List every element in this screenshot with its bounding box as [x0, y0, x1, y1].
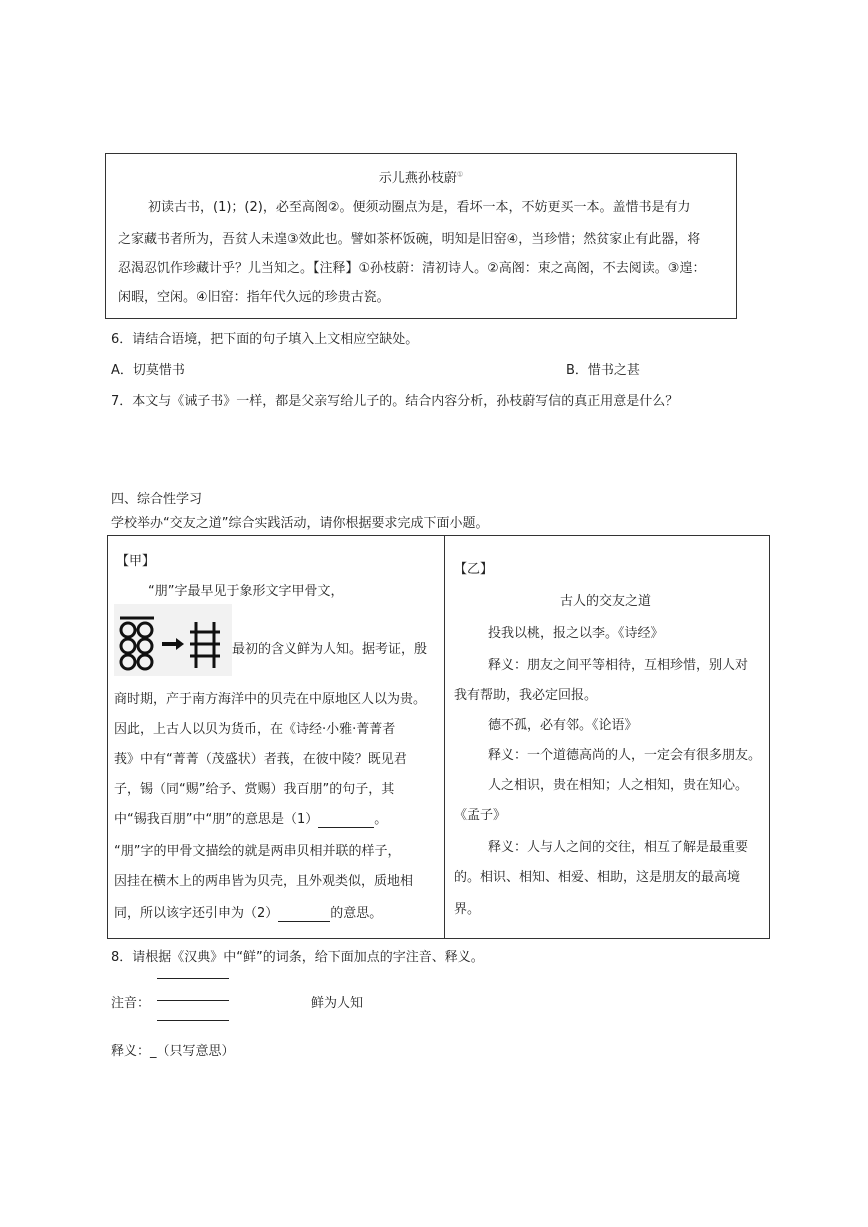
yi-line-9: 的。相识、相知、相爱、相助，这是朋友的最高境 [454, 870, 741, 885]
jia-line-7-end: 。 [374, 812, 388, 827]
poem-line-1: 初读古书，(1)；(2)，必至高阁②。便须动圈点为是，看坏一本，不妨更买一本。盖惜书是有力 [148, 200, 691, 215]
yi-line-3: 我有帮助，我必定回报。 [454, 688, 598, 703]
section-intro: 学校举办“交友之道”综合实践活动，请你根据要求完成下面小题。 [111, 516, 489, 531]
jia-line-9: 因挂在横木上的两串皆为贝壳，且外观类似，质地相 [114, 874, 414, 889]
question-8: 8．请根据《汉典》中“鲜”的词条，给下面加点的字注音、释义。 [111, 950, 484, 965]
poem-line-2: 之家藏书者所为，吾贫人未遑③效此也。譬如茶杯饭碗，明知是旧窑④，当珍惜；然贫家止有此器，将 [118, 232, 701, 247]
poem-box [105, 153, 737, 319]
zhuyin-line-3 [157, 1020, 229, 1021]
blank-1[interactable] [318, 812, 374, 828]
jia-label: 【甲】 [116, 554, 156, 569]
poem-title-note: ① [456, 170, 464, 179]
jia-line-7 [114, 808, 387, 828]
yi-line-2: 释义：朋友之间平等相待，互相珍惜，别人对 [488, 658, 749, 673]
yi-label: 【乙】 [454, 562, 494, 577]
jia-line-4: 因此，上古人以贝为货币，在《诗经·小雅·菁菁者 [114, 722, 396, 737]
jia-line-7-text: 中“锡我百朋”中“朋”的意思是（1） [114, 812, 319, 827]
jia-line-10 [114, 902, 382, 922]
jia-line-10-end: 的意思。 [330, 906, 383, 921]
option-b: B．惜书之甚 [566, 363, 640, 378]
jia-line-10-text: 同，所以该字还引申为（2） [114, 906, 279, 921]
yi-line-5: 释义：一个道德高尚的人，一定会有很多朋友。 [488, 748, 762, 763]
poem-line-3: 忍渴忍饥作珍藏计乎？儿当知之。【注释】①孙枝蔚：清初诗人。②高阁：束之高阁，不去阅读。③遑： [118, 261, 706, 276]
option-a: A．切莫惜书 [111, 363, 185, 378]
reading-table [107, 535, 770, 939]
poem-line-4: 闲暇，空闲。④旧窑：指年代久远的珍贵古瓷。 [118, 290, 390, 305]
question-6: 6．请结合语境，把下面的句子填入上文相应空缺处。 [111, 332, 419, 347]
yi-line-6: 人之相识，贵在相知；人之相知，贵在知心。 [488, 778, 749, 793]
zhuyin-line-2[interactable] [157, 1000, 229, 1001]
jia-line-2: 最初的含义鲜为人知。据考证，殷 [232, 642, 428, 657]
question-7: 7．本文与《诫子书》一样，都是父亲写给儿子的。结合内容分析，孙枝蔚写信的真正用意是什么？ [111, 394, 679, 409]
section-heading: 四、综合性学习 [111, 492, 203, 507]
column-divider [444, 536, 445, 938]
jia-line-1: “朋”字最早见于象形文字甲骨文， [148, 584, 344, 599]
jia-line-8: “朋”字的甲骨文描绘的就是两串贝相并联的样子， [114, 844, 401, 859]
shiyi-line: 释义：_（只写意思） [111, 1044, 235, 1059]
yi-line-10: 界。 [454, 902, 481, 917]
poem-title-text: 示儿燕孙枝蔚 [378, 171, 457, 186]
yi-line-1: 投我以桃，报之以李。《诗经》 [488, 626, 664, 641]
jia-line-3: 商时期，产于南方海洋中的贝壳在中原地区人以为贵。 [114, 692, 427, 707]
yi-line-8: 释义：人与人之间的交往，相互了解是最重要 [488, 840, 749, 855]
oracle-bone-peng-image [114, 604, 232, 676]
zhuyin-label: 注音： [111, 996, 151, 1011]
jia-line-5: 莪》中有“菁菁（茂盛状）者莪，在彼中陵？既见君 [114, 752, 407, 767]
zhuyin-line-1 [157, 978, 229, 979]
poem-title [106, 167, 736, 186]
yi-title: 古人的交友之道 [560, 594, 652, 609]
yi-line-7: 《孟子》 [454, 808, 507, 823]
blank-2[interactable] [278, 906, 330, 922]
yi-line-4: 德不孤，必有邻。《论语》 [488, 718, 638, 733]
phrase-xian-wei-ren-zhi: 鲜为人知 [311, 996, 364, 1011]
jia-line-6: 子，锡（同“赐”给予、赏赐）我百朋”的句子，其 [114, 782, 395, 797]
